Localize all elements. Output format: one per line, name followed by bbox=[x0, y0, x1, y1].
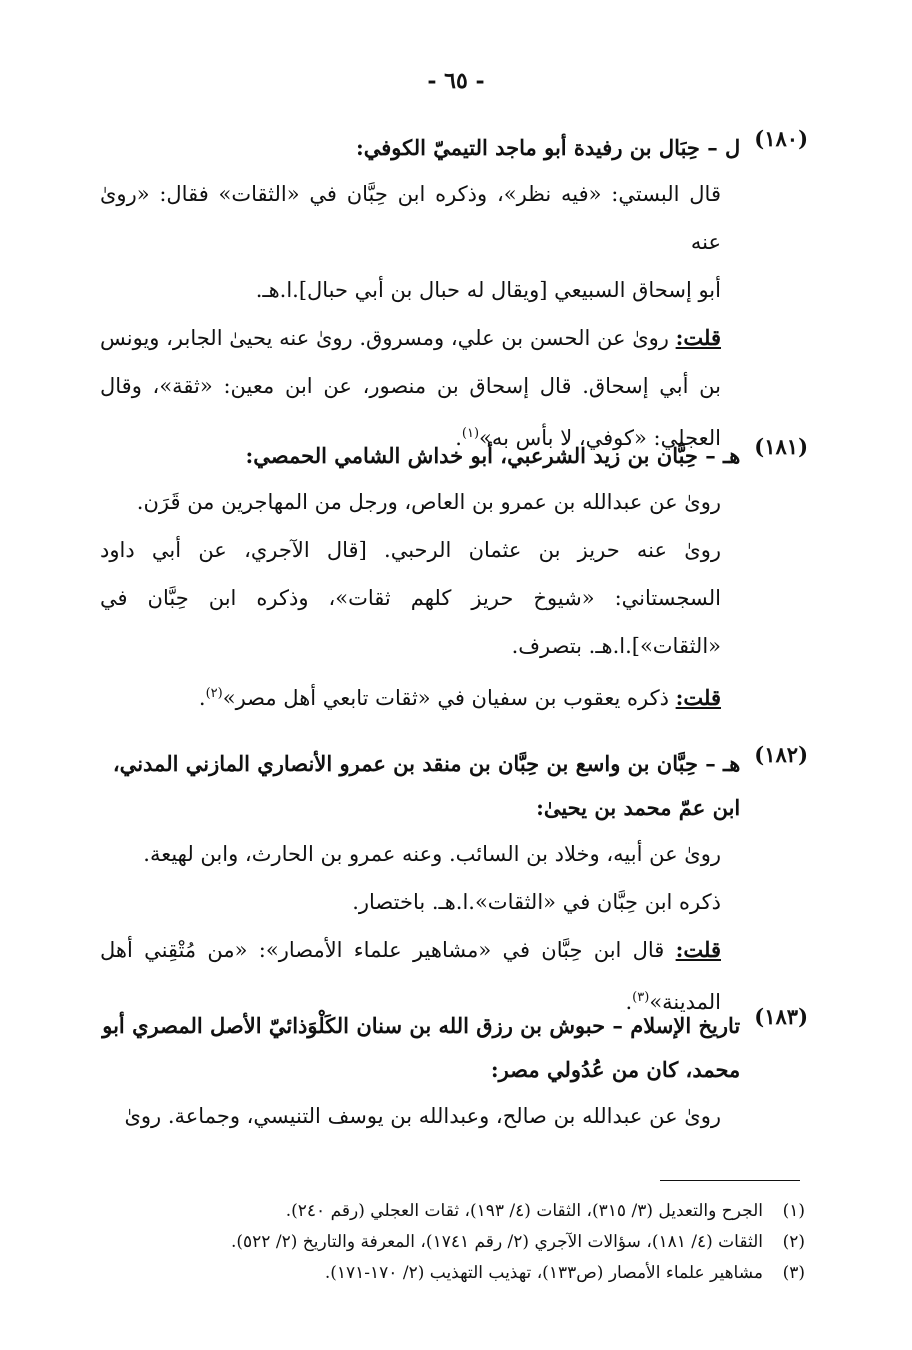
footnote-separator bbox=[660, 1180, 800, 1181]
entry-heading bbox=[100, 742, 808, 830]
qult-text: ذكره يعقوب بن سفيان في «ثقات تابعي أهل مصر» bbox=[222, 686, 676, 710]
footnote-text: الثقات (٤/ ١٨١)، سؤالات الآجري (٢/ رقم ١٧٤١)، المعرفة والتاريخ (٢/ ٥٢٢). bbox=[230, 1232, 763, 1252]
footnote-ref[interactable]: (٢) bbox=[205, 686, 223, 701]
entry-181 bbox=[100, 434, 808, 722]
sentence-end: . bbox=[625, 990, 633, 1014]
entry-180 bbox=[100, 126, 808, 462]
entry-number: (١٨٣) bbox=[754, 1004, 808, 1029]
qult-text: روىٰ عن الحسن بن علي، ومسروق. روىٰ عنه يحيىٰ الجابر، ويونس بن أبي إسحاق. قال إسحاق بن منصور، عن ابن معين: «ثقة»، وقال العجلي: «كوفي، لا بأس به» bbox=[100, 326, 721, 450]
qult-label: قلت: bbox=[675, 325, 721, 350]
qult-paragraph bbox=[100, 670, 721, 722]
entry-title: ل – حِبَال بن رفيدة أبو ماجد التيميّ الكوفي: bbox=[355, 135, 741, 160]
page-number: - ٦٥ - bbox=[427, 68, 485, 94]
footnotes bbox=[100, 1196, 805, 1289]
qult-label: قلت: bbox=[675, 685, 721, 710]
footnote bbox=[100, 1258, 805, 1289]
entry-heading bbox=[100, 126, 808, 170]
entry-number: (١٨١) bbox=[754, 434, 808, 459]
footnote-ref[interactable]: (١) bbox=[461, 426, 480, 441]
entry-heading bbox=[100, 1004, 808, 1092]
entry-title: تاريخ الإسلام – حبوش بن رزق الله بن سنان الكَلْوَذائيّ الأصل المصري أبو محمد، كان من عُدُولي مصر: bbox=[102, 1013, 741, 1082]
entry-body bbox=[100, 830, 721, 1026]
body-line: روىٰ عن عبدالله بن عمرو بن العاص، ورجل من المهاجرين من قَرَن. bbox=[136, 490, 721, 514]
entry-number: (١٨٢) bbox=[754, 742, 808, 767]
qult-text: قال ابن حِبَّان في «مشاهير علماء الأمصار»: «من مُتْقِني أهل المدينة» bbox=[100, 938, 721, 1014]
entry-number: (١٨٠) bbox=[754, 126, 808, 151]
entry-heading bbox=[100, 434, 808, 478]
footnote-number: (٢) bbox=[782, 1232, 805, 1252]
sentence-end: . bbox=[455, 426, 462, 450]
body-line: أبو إسحاق السبيعي [ويقال له حبال بن أبي حبال].ا.هـ. bbox=[255, 278, 721, 302]
body-line: روىٰ عن عبدالله بن صالح، وعبدالله بن يوسف التنيسي، وجماعة. روىٰ bbox=[124, 1104, 721, 1128]
body-line: قال البستي: «فيه نظر»، وذكره ابن حِبَّان في «الثقات» فقال: «روىٰ عنه bbox=[100, 182, 721, 254]
sentence-end: . bbox=[198, 686, 206, 710]
entry-body bbox=[100, 478, 721, 722]
footnote-text: الجرح والتعديل (٣/ ٣١٥)، الثقات (٤/ ١٩٣)، ثقات العجلي (رقم ٢٤٠). bbox=[285, 1201, 763, 1221]
footnote-ref[interactable]: (٣) bbox=[632, 990, 650, 1005]
qult-label: قلت: bbox=[675, 937, 721, 962]
body-line: ذكره ابن حِبَّان في «الثقات».ا.هـ. باختصار. bbox=[352, 890, 721, 914]
body-line: روىٰ عنه حريز بن عثمان الرحبي. [قال الآجري، عن أبي داود السجستاني: «شيوخ حريز كلهم ثقات»، وذكره ابن حِبَّان في «الثقات»].ا.هـ. بتصرف. bbox=[100, 538, 721, 658]
footnote bbox=[100, 1196, 805, 1227]
entry-183 bbox=[100, 1004, 808, 1140]
body-line: روىٰ عن أبيه، وخلاد بن السائب. وعنه عمرو بن الحارث، وابن لهيعة. bbox=[143, 842, 721, 866]
footnote-number: (١) bbox=[782, 1201, 805, 1221]
entry-title: هـ – حِبَّان بن واسع بن حِبَّان بن منقد بن عمرو الأنصاري المازني المدني، ابن عمّ محمد بن يحيىٰ: bbox=[112, 751, 741, 820]
entry-182 bbox=[100, 742, 808, 1026]
entry-body bbox=[100, 170, 721, 462]
entry-title: هـ – حِبَّان بن زيد الشرعبي، أبو خداش الشامي الحمصي: bbox=[245, 443, 741, 468]
footnote-text: مشاهير علماء الأمصار (ص١٣٣)، تهذيب التهذيب (٢/ ١٧٠-١٧١). bbox=[324, 1263, 763, 1283]
footnote bbox=[100, 1227, 805, 1258]
entry-body bbox=[100, 1092, 721, 1140]
footnote-number: (٣) bbox=[782, 1263, 805, 1283]
